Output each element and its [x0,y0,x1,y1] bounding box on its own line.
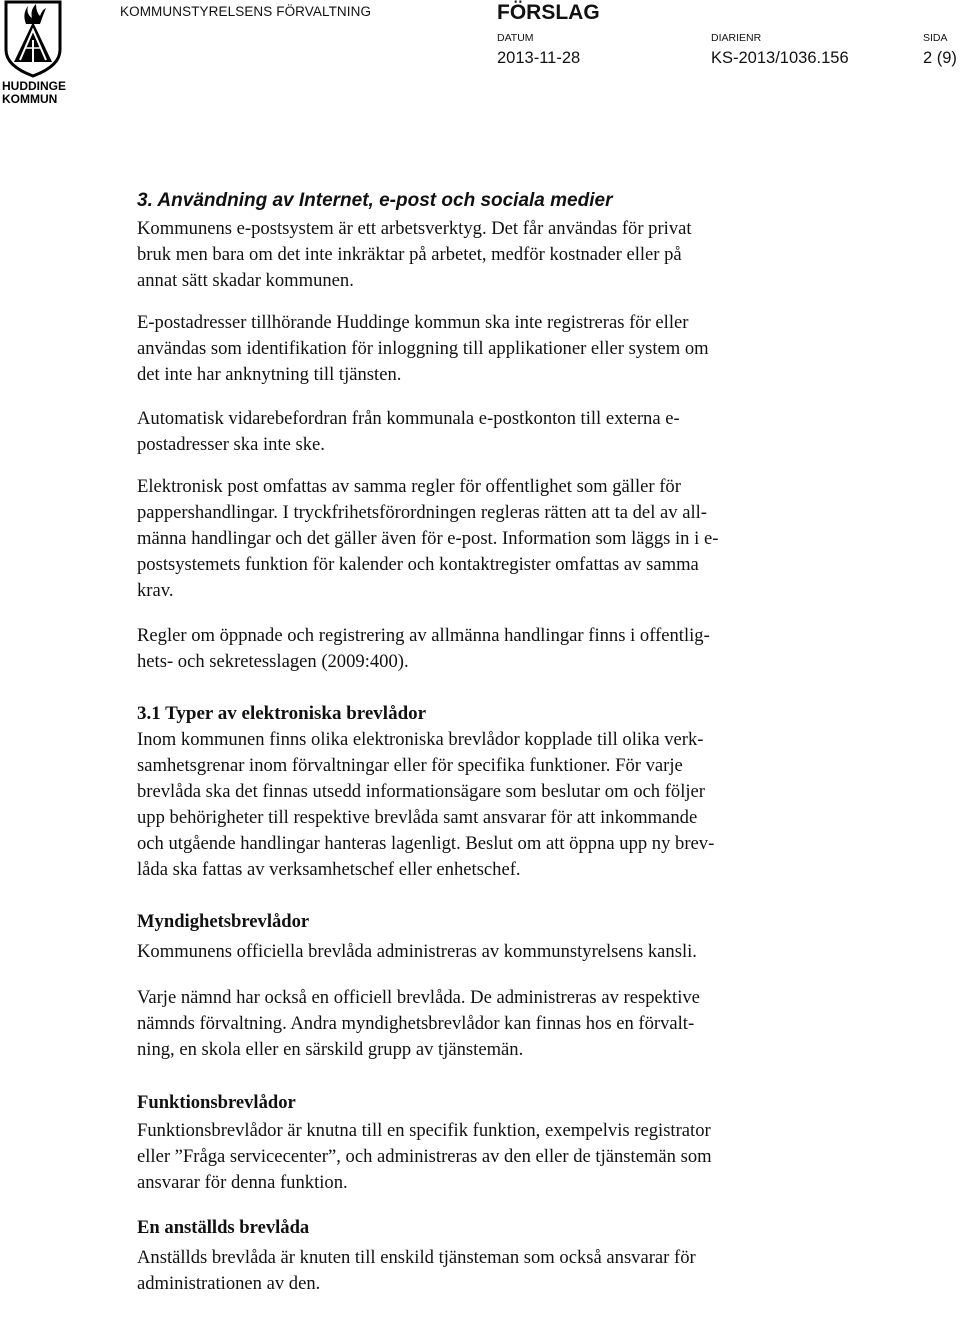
paragraph: Kommunens e-postsystem är ett arbetsverktyg. Det får användas för privat bruk men bara om det inte inkräktar på arbetet, medför kostnader eller på annat sätt skadar kommunen. [137,218,692,291]
section-heading: 3. Användning av Internet, e-post och sociala medier [137,190,613,211]
page-label: SIDA [923,32,948,44]
paragraph: E-postadresser tillhörande Huddinge kommun ska inte registreras för eller användas som identifikation för inloggning till applikationer eller system om det inte har anknytning till tjänsten. [137,312,709,385]
organization-name: KOMMUNSTYRELSENS FÖRVALTNING [120,4,372,19]
paragraph: Kommunens officiella brevlåda administreras av kommunstyrelsens kansli. [137,941,697,962]
paragraph: Funktionsbrevlådor är knutna till en specifik funktion, exempelvis registrator eller ”Fråga servicecenter”, och administreras av den eller de tjänstemän som ansvarar för denna funktion. [137,1120,712,1193]
document-body [137,187,837,1297]
subsection-heading: 3.1 Typer av elektroniska brevlådor [137,703,427,724]
paragraph: Anställds brevlåda är knuten till enskild tjänsteman som också ansvarar för administrationen av den. [137,1247,696,1294]
huddinge-crest-icon [4,0,62,78]
myndighet-heading: Myndighetsbrevlådor [137,911,310,932]
date-value: 2013-11-28 [497,49,581,67]
registry-value: KS-2013/1036.156 [711,49,849,67]
logo-wordmark: HUDDINGE KOMMUN [2,79,67,106]
funktion-heading: Funktionsbrevlådor [137,1092,296,1113]
paragraph: Varje nämnd har också en officiell brevlåda. De administreras av respektive nämnds förvaltning. Andra myndighetsbrevlådor kan finnas hos en förvalt- ning, en skola eller en särskild grupp av tjänstemän. [137,987,700,1060]
paragraph: Elektronisk post omfattas av samma regler för offentlighet som gäller för pappershandlingar. I tryckfrihetsförordningen regleras rätten att ta del av all- männa handlingar och det gäller även för e-post. Information som läggs in i e- postsystemets funktion för kalender och kontaktregister omfattas av samma krav. [137,476,719,601]
paragraph: Inom kommunen finns olika elektroniska brevlådor kopplade till olika verk- samhetsgrenar inom förvaltningar eller för specifika funktioner. För varje brevlåda ska det finnas utsedd informationsägare som beslutar om och följer upp behörigheter till respektive brevlåda samt ansvarar för att inkommande och utgående handlingar hanteras lagenligt. Beslut om att öppna upp ny brev- låda ska fattas av verksamhetschef eller enhetschef. [137,729,715,880]
paragraph: Regler om öppnade och registrering av allmänna handlingar finns i offentlig- hets- och sekretesslagen (2009:400). [137,625,710,672]
anstalld-heading: En anställds brevlåda [137,1217,310,1238]
date-label: DATUM [497,32,534,44]
paragraph: Automatisk vidarebefordran från kommunala e-postkonton till externa e- postadresser ska inte ske. [137,408,680,455]
registry-label: DIARIENR [711,32,762,44]
document-type: FÖRSLAG [497,1,600,24]
municipality-logo [0,0,68,108]
page-number: 2 (9) [923,49,957,67]
